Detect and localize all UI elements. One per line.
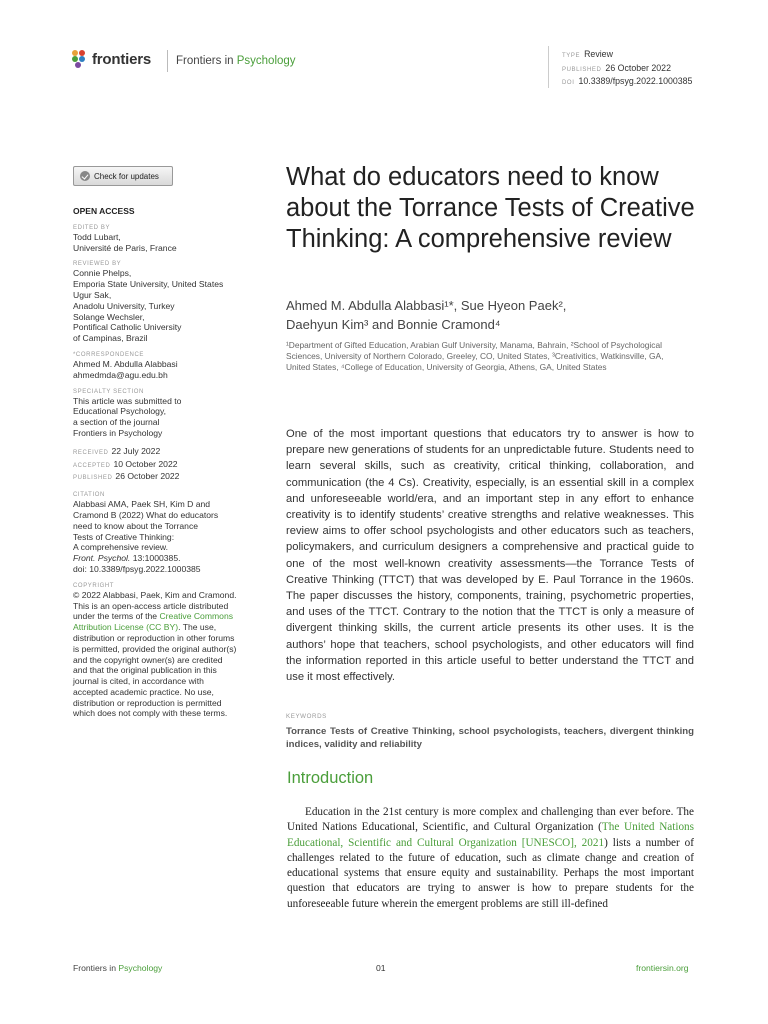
edited-by-label: EDITED BY — [73, 224, 111, 231]
type-value: Review — [584, 49, 613, 59]
body-text: Education in the 21st century is more complex and challenging than ever before. The United Nations Educational, Scientific, and Cultural Organization ( — [287, 806, 694, 834]
doi-value[interactable]: 10.3389/fpsyg.2022.1000385 — [578, 76, 693, 86]
received-date — [73, 446, 238, 459]
cc-by-license-link[interactable]: Creative Commons Attribution License (CC BY) — [73, 611, 234, 633]
editor-affiliation: Université de Paris, France — [73, 242, 177, 253]
received-value: 22 July 2022 — [111, 445, 161, 456]
reviewer-line: Solange Wechsler, — [73, 311, 145, 322]
sidebar — [73, 206, 238, 719]
correspondence-label: *CORRESPONDENCE — [73, 351, 145, 358]
published-value: 26 October 2022 — [115, 471, 180, 482]
journal-title: Psychology — [236, 55, 296, 67]
accepted-date — [73, 459, 238, 472]
reviewer-line: Ugur Sak, — [73, 289, 112, 300]
footer-site-link[interactable]: frontiersin.org — [636, 963, 689, 973]
reviewer-line: Emporia State University, United States — [73, 279, 224, 290]
page-number: 01 — [376, 963, 386, 973]
specialty-line: This article was submitted to — [73, 395, 182, 406]
abstract: One of the most important questions that educators try to answer is how to prepare new generations of students for an unpredictable future. Students need to learn several skills, such as creativity, critical thinking, collaboration, and communication (the 4 Cs). Creativity, especially, is an essential skill in a complex and unforeseeable world/era, and an important step in any effort to enhance creativity is to identify students’ creative strengths and relative weaknesses. This review aims to offer school psychologists and other educators such as teachers, policymakers, and curriculum designers a comprehensive and practical guide to one of the most well-known creativity assessments—the Torrance Tests of Creative Thinking (TTCT) that was developed by E. Paul Torrance in the 1960s. The paper discusses the history, components, training, psychometric properties, and uses of the TTCT. Contrary to the notion that the TTCT is only a measure of divergent thinking skills, the current article presents its other uses. It is the authors’ hope that teachers, school psychologists, and other educators will find the information reported in this article useful to better understand the TTCT and use it most effectively. — [286, 428, 694, 684]
citation-line: Tests of Creative Thinking: — [73, 531, 175, 542]
correspondence-name: Ahmed M. Abdulla Alabbasi — [73, 358, 178, 369]
journal-prefix: Frontiers in — [176, 55, 234, 67]
open-access-label: OPEN ACCESS — [73, 206, 135, 216]
citation-line: Alabbasi AMA, Paek SH, Kim D and — [73, 499, 211, 510]
footer-journal-prefix: Frontiers in — [73, 963, 116, 973]
citation-doi[interactable]: doi: 10.3389/fpsyg.2022.1000385 — [73, 563, 201, 574]
header-divider — [167, 50, 168, 72]
copyright-label: COPYRIGHT — [73, 582, 115, 589]
check-for-updates-label: Check for updates — [94, 171, 159, 181]
reviewed-by-label: REVIEWED BY — [73, 261, 122, 268]
type-label: TYPE — [562, 53, 581, 59]
citation-label: CITATION — [73, 492, 105, 499]
published-label: PUBLISHED — [73, 475, 113, 482]
specialty-line: Educational Psychology, — [73, 406, 166, 417]
footer-journal-name: Psychology — [118, 963, 163, 973]
copyright-text — [73, 590, 238, 720]
check-for-updates-button[interactable] — [73, 166, 173, 186]
reviewer-line: Anadolu University, Turkey — [73, 300, 175, 311]
reviewer-line: of Campinas, Brazil — [73, 333, 148, 344]
article-authors — [286, 296, 706, 334]
citation-line: Cramond B (2022) What do educators — [73, 509, 219, 520]
editor-name: Todd Lubart, — [73, 231, 121, 242]
received-label: RECEIVED — [73, 449, 109, 456]
specialty-line: a section of the journal — [73, 417, 160, 428]
doi-label: DOI — [562, 80, 575, 86]
reviewer-line: Pontifical Catholic University — [73, 322, 182, 333]
frontiers-logo[interactable] — [72, 50, 151, 68]
published-label: PUBLISHED — [562, 66, 602, 73]
published-value: 26 October 2022 — [605, 62, 671, 73]
reference-link[interactable]: The United Nations Educational, Scientific and Cultural Organization [UNESCO], 2021 — [287, 821, 695, 849]
journal-name[interactable] — [176, 55, 296, 67]
copyright-text-part: . The use, distribution or reproduction in other forums is permitted, provided the original author(s) and the copyright owner(s) are credited and that the original publication in this journal is cited, in accordance with accepted academic practice. No use, distribution or reproduction is permitted which does not comply with these terms. — [73, 622, 237, 719]
citation-journal: Front. Psychol. — [73, 553, 131, 564]
citation-line: A comprehensive review. — [73, 542, 169, 553]
copyright-text-part: © 2022 Alabbasi, Paek, Kim and Cramond. This is an open-access article distributed under the terms of the — [73, 589, 237, 622]
correspondence-email[interactable]: ahmedmda@agu.edu.bh — [73, 369, 168, 380]
citation-journal-line — [73, 553, 238, 564]
citation-line: need to know about the Torrance — [73, 520, 199, 531]
article-meta — [562, 49, 692, 90]
footer-journal — [73, 963, 162, 973]
accepted-label: ACCEPTED — [73, 462, 111, 469]
meta-divider — [548, 46, 549, 88]
keywords-label: KEYWORDS — [286, 713, 327, 720]
author-affiliations: ¹Department of Gifted Education, Arabian Gulf University, Manama, Bahrain, ²School of Psychological Sciences, University of Northern Colorado, Greeley, CO, United States, ³Creativitics, Watkinsville, GA, United States, ⁴College of Education, University of Georgia, Athens, GA, United States — [286, 340, 664, 373]
accepted-value: 10 October 2022 — [113, 458, 178, 469]
citation-volume: 13:1000385. — [130, 553, 181, 564]
section-heading: Introduction — [287, 769, 374, 787]
specialty-label: SPECIALTY SECTION — [73, 388, 144, 395]
authors-line: Daehyun Kim³ and Bonnie Cramond⁴ — [286, 317, 501, 332]
keywords: Torrance Tests of Creative Thinking, school psychologists, teachers, divergent thinking indices, validity and reliability — [286, 726, 694, 750]
reviewer-line: Connie Phelps, — [73, 268, 132, 279]
body-text: ) lists a number of challenges related to the future of education, such as climate change and creation of educational systems that ensure equity and sustainability. Perhaps the most important question that educators are trying to answer is how to prepare students for the unforeseeable future wherein the emergent problems are still ill-defined — [287, 836, 694, 910]
authors-line: Ahmed M. Abdulla Alabbasi¹*, Sue Hyeon Paek², — [286, 298, 567, 313]
specialty-line: Frontiers in Psychology — [73, 427, 163, 438]
frontiers-logo-icon — [72, 50, 88, 68]
published-date — [73, 471, 238, 484]
check-icon — [80, 171, 90, 181]
body-paragraph — [287, 805, 694, 912]
article-title: What do educators need to know about the Torrance Tests of Creative Thinking: A comprehensive review — [286, 163, 695, 253]
brand-name: frontiers — [92, 50, 152, 68]
